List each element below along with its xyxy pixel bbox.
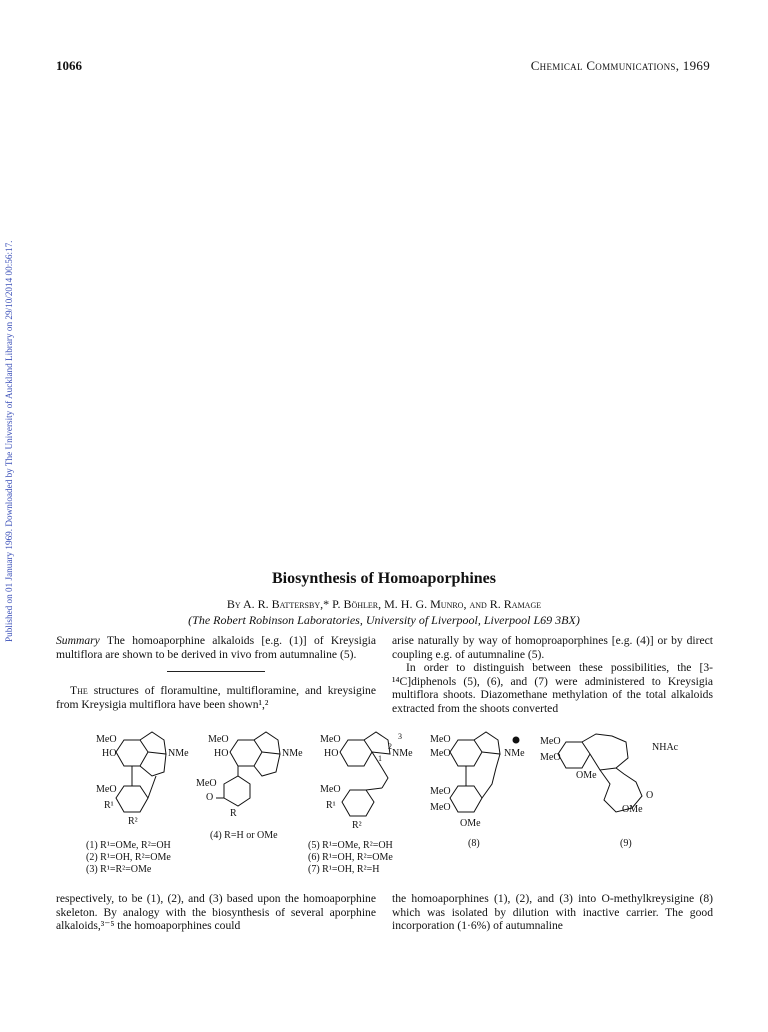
- article-affiliation: (The Robert Robinson Laboratories, University of Liverpool, Liverpool L69 3BX): [188, 613, 580, 627]
- download-watermark-text: Published on 01 January 1969. Downloaded by The University of Auckland Library on 29/10/2014 00:56:17.: [4, 240, 14, 642]
- caption-3: (3) R¹=R²=OMe: [86, 864, 152, 875]
- caption-8: (8): [468, 838, 480, 849]
- intro-text: structures of floramultine, multifloramine, and kreysigine from Kreysigia multiflora have been shown¹,²: [56, 684, 376, 711]
- s9-ome-2: OMe: [622, 804, 643, 815]
- structures-figure: [56, 728, 720, 878]
- s4-meo-top: MeO: [208, 734, 229, 745]
- s1-meo-mid: MeO: [96, 784, 117, 795]
- s1-ho: HO: [102, 748, 117, 759]
- s8-ome: OMe: [460, 818, 481, 829]
- s4-o: O: [206, 792, 214, 803]
- journal-header: Chemical Communications, 1969: [530, 58, 710, 73]
- s5-r1: R¹: [326, 800, 336, 811]
- caption-5: (5) R¹=OMe, R²=OH: [308, 840, 393, 851]
- summary-text: The homoaporphine alkaloids [e.g. (1)] of Kreysigia multiflora are shown to be derived in vivo from autumnaline (5).: [56, 634, 376, 661]
- summary-label: Summary: [56, 634, 100, 647]
- article-title: Biosynthesis of Homoaporphines: [271, 570, 497, 587]
- s8-meo-4: MeO: [430, 802, 451, 813]
- article-authors: By A. R. Battersby,* P. Böhler, M. H. G. Munro, and R. Ramage: [226, 597, 542, 611]
- caption-7: (7) R¹=OH, R²=H: [308, 864, 380, 875]
- right-paragraph-2: In order to distinguish between these possibilities, the [3-¹⁴C]diphenols (5), (6), and (7) were administered to Kreysigia multiflora shoots. Diazomethane methylation of the total alkaloids extracted from the shoots converted: [392, 661, 713, 715]
- s4-nme: NMe: [282, 748, 303, 759]
- caption-9: (9): [620, 838, 632, 849]
- caption-1: (1) R¹=OMe, R²=OH: [86, 840, 171, 851]
- intro-paragraph: [56, 684, 376, 711]
- bottom-right-column: [392, 892, 713, 933]
- bottom-right-paragraph: the homoaporphines (1), (2), and (3) into O-methylkreysigine (8) which was isolated by dilution with inactive carrier. The good incorporation (1·6%) of autumnaline: [392, 892, 713, 933]
- s9-o: O: [646, 790, 654, 801]
- s1-r1: R¹: [104, 800, 114, 811]
- s8-nme: NMe: [504, 748, 525, 759]
- s1-r2: R²: [128, 816, 138, 827]
- s1-ring-a: [116, 740, 148, 766]
- caption-4: (4) R=H or OMe: [210, 830, 278, 841]
- s8-meo-3: MeO: [430, 786, 451, 797]
- right-paragraph-1: arise naturally by way of homoproaporphines [e.g. (4)] or by direct coupling e.g. of autumnaline (5).: [392, 634, 713, 661]
- s5-r2: R²: [352, 820, 362, 831]
- caption-2: (2) R¹=OH, R²=OMe: [86, 852, 171, 863]
- s9-nhac: NHAc: [652, 742, 679, 753]
- s9-meo-top: MeO: [540, 736, 561, 747]
- s1-ring-c: [140, 754, 166, 776]
- s1-ring-d: [116, 786, 148, 812]
- s8-meo-top: MeO: [430, 734, 451, 745]
- s4-r: R: [230, 808, 237, 819]
- right-column: [392, 634, 713, 716]
- bottom-left-column: [56, 892, 376, 933]
- s1-ring-b: [140, 732, 166, 754]
- s9-ome-1: OMe: [576, 770, 597, 781]
- section-divider: [167, 671, 265, 672]
- bottom-left-paragraph: respectively, to be (1), (2), and (3) based upon the homoaporphine skeleton. By analogy with the biosynthesis of several aporphine alkaloids,³⁻⁵ the homoaporphines could: [56, 892, 376, 933]
- intro-first-word: The: [70, 684, 88, 698]
- s5-nme: NMe: [392, 748, 413, 759]
- s4-meo-mid: MeO: [196, 778, 217, 789]
- s4-ho: HO: [214, 748, 229, 759]
- s5-pos-1: 1: [378, 754, 382, 763]
- page-number: 1066: [56, 58, 82, 73]
- summary-paragraph: [56, 634, 376, 661]
- caption-6: (6) R¹=OH, R²=OMe: [308, 852, 393, 863]
- left-column: [56, 634, 376, 711]
- s5-pos-3: 3: [398, 732, 402, 741]
- s5-meo-mid: MeO: [320, 784, 341, 795]
- s8-meo-2: MeO: [430, 748, 451, 759]
- s9-meo-2: MeO: [540, 752, 561, 763]
- s1-nme: NMe: [168, 748, 189, 759]
- s5-ho: HO: [324, 748, 339, 759]
- s5-meo-top: MeO: [320, 734, 341, 745]
- label-dot: [513, 737, 520, 744]
- s5-pos-2: 2: [388, 742, 392, 751]
- s1-meo-top: MeO: [96, 734, 117, 745]
